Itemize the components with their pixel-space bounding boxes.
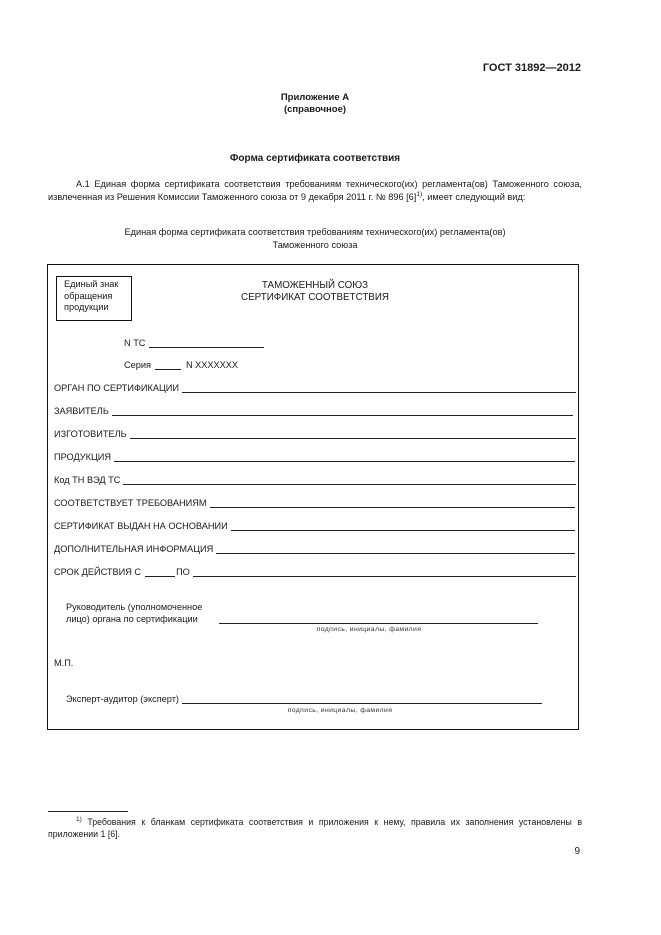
validity-row	[54, 567, 576, 577]
field-row	[54, 406, 573, 416]
stamp-label: М.П.	[54, 658, 74, 668]
validity-from-field[interactable]	[145, 568, 175, 577]
field-row	[54, 544, 575, 554]
field-row	[54, 452, 575, 462]
certificate-form-frame	[47, 264, 579, 730]
footnote-marker: 1)	[76, 816, 82, 824]
head-label-line2: лицо) органа по сертификации	[66, 614, 198, 624]
intro-text-end: , имеет следующий вид:	[422, 191, 526, 202]
intro-text: А.1 Единая форма сертификата соответствия требованиям технического(их) регламента(ов) Таможенного союза, извлеченная из Решения Комиссии Таможенного союза от 9 декабря 2011 г. № 896 [6]	[48, 179, 582, 202]
mark-line: Единый знак	[64, 279, 119, 289]
certificate-title: СЕРТИФИКАТ СООТВЕТСТВИЯ	[241, 292, 389, 303]
mark-line: обращения	[64, 290, 113, 301]
field-label: Код ТН ВЭД ТС	[54, 475, 121, 485]
head-signature-line[interactable]	[219, 623, 538, 624]
signature-caption: подпись, инициалы, фамилия	[316, 626, 422, 633]
footnote-separator	[48, 811, 128, 812]
annex-subtitle: (справочное)	[283, 104, 347, 115]
annex-title: Приложение А	[280, 92, 350, 103]
field-row	[54, 383, 576, 393]
page-number: 9	[574, 846, 580, 857]
field-label: ЗАЯВИТЕЛЬ	[54, 406, 109, 416]
series-field[interactable]	[155, 361, 181, 370]
head-signature-label	[66, 601, 202, 625]
field-label: ПРОДУКЦИЯ	[54, 452, 112, 462]
field-line[interactable]	[182, 384, 576, 393]
field-label: СООТВЕТСТВУЕТ ТРЕБОВАНИЯМ	[54, 498, 207, 508]
form-header	[195, 280, 435, 304]
series-row	[124, 360, 238, 370]
section-title: Форма сертификата соответствия	[229, 153, 401, 164]
series-number: N XXXXXXX	[185, 360, 239, 370]
field-row	[54, 475, 576, 485]
customs-union-title: ТАМОЖЕННЫЙ СОЮЗ	[261, 280, 369, 291]
validity-to-label: ПО	[176, 567, 190, 577]
field-line[interactable]	[114, 453, 575, 462]
form-caption-line2: Таможенного союза	[272, 239, 358, 250]
field-line[interactable]	[210, 499, 575, 508]
footnote	[48, 816, 582, 840]
conformity-mark-box	[56, 276, 132, 321]
head-label-line1: Руководитель (уполномоченное	[66, 602, 203, 612]
field-row	[54, 429, 576, 439]
intro-paragraph	[48, 178, 582, 203]
annex-heading	[0, 92, 630, 116]
expert-row	[66, 694, 542, 704]
form-caption-line1: Единая форма сертификата соответствия требованиям технического(их) регламента(ов)	[124, 227, 506, 237]
signature-caption: подпись, инициалы, фамилия	[287, 707, 393, 714]
field-label: ДОПОЛНИТЕЛЬНАЯ ИНФОРМАЦИЯ	[54, 544, 214, 554]
field-line[interactable]	[231, 522, 575, 531]
validity-label: СРОК ДЕЙСТВИЯ С	[54, 567, 142, 577]
number-field[interactable]	[149, 339, 264, 348]
field-line[interactable]	[130, 430, 576, 439]
footnote-text: Требования к бланкам сертификата соответствия и приложения к нему, правила их заполнения установлены в приложении 1 [6].	[48, 817, 582, 839]
field-line[interactable]	[112, 407, 573, 416]
field-label: СЕРТИФИКАТ ВЫДАН НА ОСНОВАНИИ	[54, 521, 228, 531]
field-row	[54, 498, 575, 508]
number-label: N ТС	[124, 338, 146, 348]
expert-label: Эксперт-аудитор (эксперт)	[66, 694, 179, 704]
form-caption	[48, 226, 582, 251]
footnote-reference[interactable]: 1)	[416, 190, 423, 198]
field-line[interactable]	[123, 476, 576, 485]
standard-number: ГОСТ 31892—2012	[482, 62, 581, 74]
field-label: ИЗГОТОВИТЕЛЬ	[54, 429, 127, 439]
field-line[interactable]	[216, 545, 575, 554]
series-label: Серия	[124, 360, 151, 370]
field-label: ОРГАН ПО СЕРТИФИКАЦИИ	[54, 383, 180, 393]
mark-line: продукции	[64, 302, 109, 312]
certificate-number-row	[124, 338, 264, 348]
expert-signature-line[interactable]	[182, 695, 542, 704]
field-row	[54, 521, 575, 531]
validity-to-field[interactable]	[193, 568, 576, 577]
